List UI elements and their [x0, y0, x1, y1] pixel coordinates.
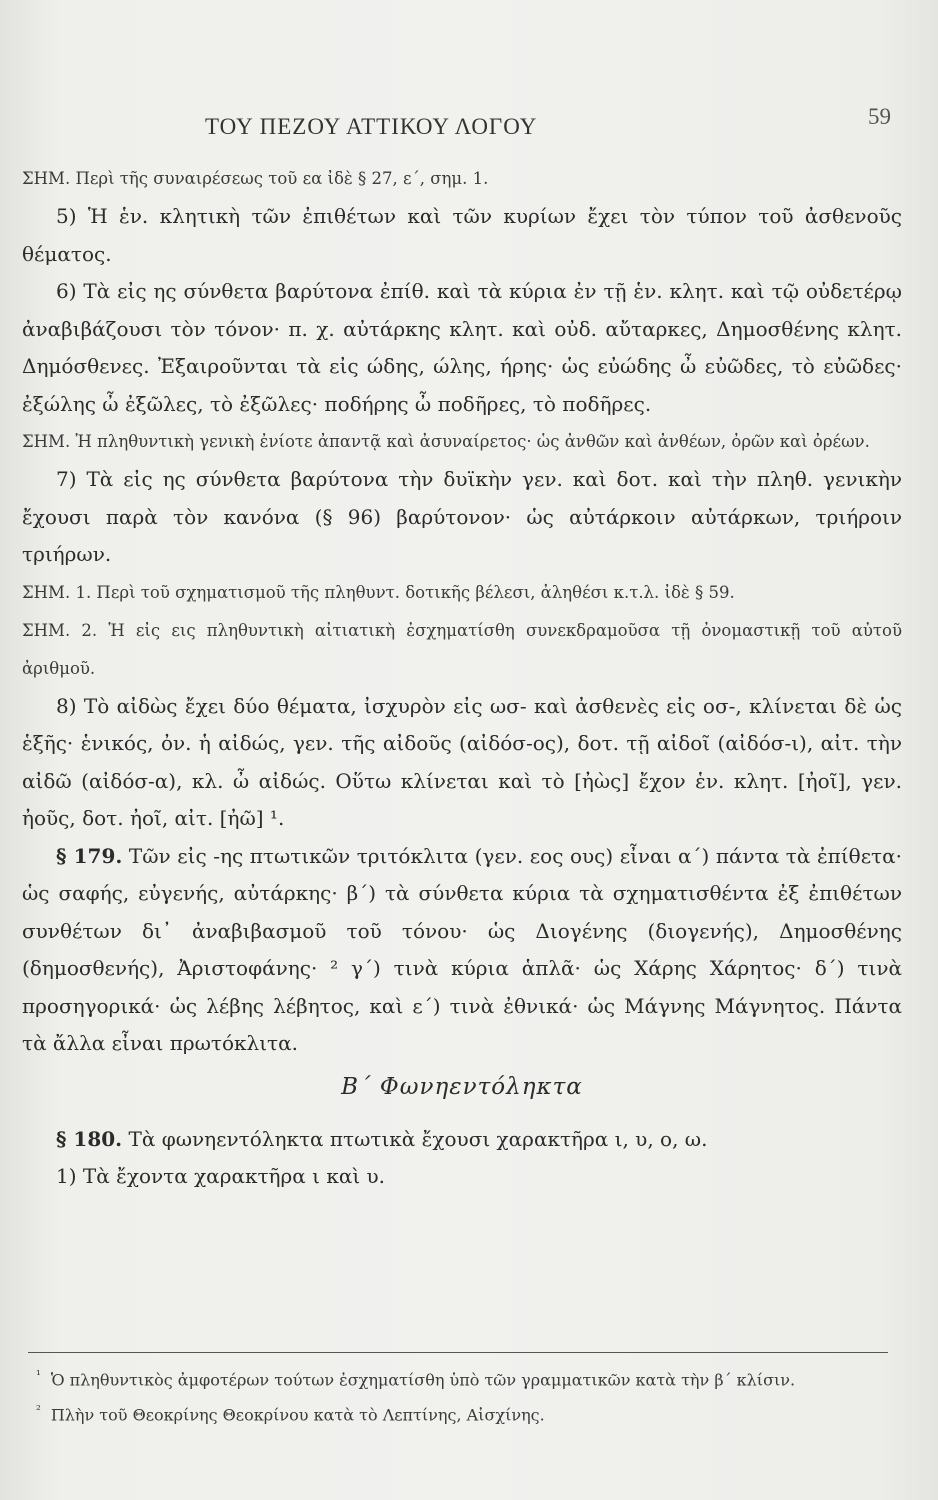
- page-number: 59: [868, 104, 891, 129]
- rule-paragraph-7: 7) Τὰ εἰς ης σύνθετα βαρύτονα τὴν δυϊκὴν γεν. καὶ δοτ. καὶ τὴν πληθ. γενικὴν ἔχουσι παρὰ τὸν κανόνα (§ 96) βαρύτονον· ὡς αὐτάρκοιν αὐτάρκων, τριήροιν τριήρων.: [22, 467, 902, 566]
- footnote-divider: [28, 1352, 888, 1353]
- note-paragraph: ΣΗΜ. 1. Περὶ τοῦ σχηματισμοῦ τῆς πληθυντ. δοτικῆς βέλεσι, ἀληθέσι κ.τ.λ. ἰδὲ § 59.: [22, 582, 735, 602]
- body-text: [22, 160, 902, 1196]
- note-paragraph: ΣΗΜ. 2. Ἡ εἰς εις πληθυντικὴ αἰτιατικὴ ἐσχηματίσθη συνεκδραμοῦσα τῇ ὀνομαστικῇ τοῦ αὐτοῦ ἀριθμοῦ.: [22, 620, 902, 678]
- footnote-1-text: Ὁ πληθυντικὸς ἀμφοτέρων τούτων ἐσχηματίσθη ὑπὸ τῶν γραμματικῶν κατὰ τὴν β´ κλίσιν.: [50, 1370, 796, 1390]
- footnote-mark: ¹: [36, 1368, 41, 1382]
- footnote-2: [36, 1395, 896, 1430]
- footnote-mark: ²: [36, 1403, 41, 1418]
- rule-paragraph-1: 1) Τὰ ἔχοντα χαρακτῆρα ι καὶ υ.: [56, 1164, 386, 1188]
- section-179: [22, 838, 902, 1063]
- section-mark: § 179.: [56, 843, 123, 868]
- note-paragraph: ΣΗΜ. Ἡ πληθυντικὴ γενικὴ ἐνίοτε ἀπαντᾷ καὶ ἀσυναίρετος· ὡς ἀνθῶν καὶ ἀνθέων, ὀρῶν καὶ ὀρέων.: [22, 432, 870, 451]
- rule-paragraph-5: 5) Ἡ ἑν. κλητικὴ τῶν ἐπιθέτων καὶ τῶν κυρίων ἔχει τὸν τύπον τοῦ ἀσθενοῦς θέματος.: [22, 204, 902, 266]
- note-paragraph: ΣΗΜ. Περὶ τῆς συναιρέσεως τοῦ εα ἰδὲ § 27, ε´, σημ. 1.: [22, 169, 489, 188]
- footnote-2-text: Πλὴν τοῦ Θεοκρίνης Θεοκρίνου κατὰ τὸ Λεπτίνης, Αἰσχίνης.: [50, 1405, 545, 1425]
- rule-paragraph-6: 6) Τὰ εἰς ης σύνθετα βαρύτονα ἐπίθ. καὶ τὰ κύρια ἐν τῇ ἑν. κλητ. καὶ τῷ οὐδετέρῳ ἀναβιβάζουσι τὸν τόνον· π. χ. αὐτάρκης κλητ. καὶ οὐδ. αὔταρκες, Δημοσθένης κλητ. Δημόσθενες. Ἐξαιροῦνται τὰ εἰς ώδης, ώλης, ήρης· ὡς εὐώδης ὦ εὐῶδες, τὸ εὐῶδες· ἐξώλης ὦ ἐξῶλες, τὸ ἐξῶλες· ποδήρης ὦ ποδῆρες, τὸ ποδῆρες.: [22, 279, 902, 416]
- section-180: [22, 1121, 902, 1159]
- running-head: ΤΟΥ ΠΕΖΟΥ ΑΤΤΙΚΟΥ ΛΟΓΟΥ: [205, 114, 538, 139]
- section-180-text: Τὰ φωνηεντόληκτα πτωτικὰ ἔχουσι χαρακτῆρα ι, υ, ο, ω.: [128, 1126, 708, 1151]
- footnote-1: [36, 1360, 896, 1395]
- section-heading: Β´ Φωνηεντόληκτα: [341, 1073, 583, 1100]
- rule-paragraph-8: 8) Τὸ αἰδὼς ἔχει δύο θέματα, ἰσχυρὸν εἰς ωσ- καὶ ἀσθενὲς εἰς οσ-, κλίνεται δὲ ὡς ἑξῆς· ἑνικός, ὀν. ἡ αἰδώς, γεν. τῆς αἰδοῦς (αἰδόσ-ος), δοτ. τῇ αἰδοῖ (αἰδόσ-ι), αἰτ. τὴν αἰδῶ (αἰδόσ-α), κλ. ὦ αἰδώς. Οὕτω κλίνεται καὶ τὸ [ἠὼς] ἔχον ἑν. κλητ. [ἠοῖ], γεν. ἠοῦς, δοτ. ἠοῖ, αἰτ. [ἠῶ] ¹.: [22, 693, 902, 830]
- section-mark: § 180.: [56, 1126, 123, 1151]
- section-179-text: Τῶν εἰς -ης πτωτικῶν τριτόκλιτα (γεν. εος ους) εἶναι α´) πάντα τὰ ἐπίθετα· ὡς σαφής, εὐγενής, αὐτάρκης· β´) τὰ σύνθετα κύρια τὰ σχηματισθέντα ἐξ ἐπιθέτων συνθέτων δι᾽ ἀναβιβασμοῦ τοῦ τόνου· ὡς Διογένης (διογενής), Δημοσθένης (δημοσθενής), Ἀριστοφάνης· ² γ´) τινὰ κύρια ἁπλᾶ· ὡς Χάρης Χάρητος· δ´) τινὰ προσηγορικά· ὡς λέβης λέβητος, καὶ ε´) τινὰ ἐθνικά· ὡς Μάγνης Μάγνητος. Πάντα τὰ ἄλλα εἶναι πρωτόκλιτα.: [22, 843, 902, 1055]
- footnotes: [36, 1360, 896, 1431]
